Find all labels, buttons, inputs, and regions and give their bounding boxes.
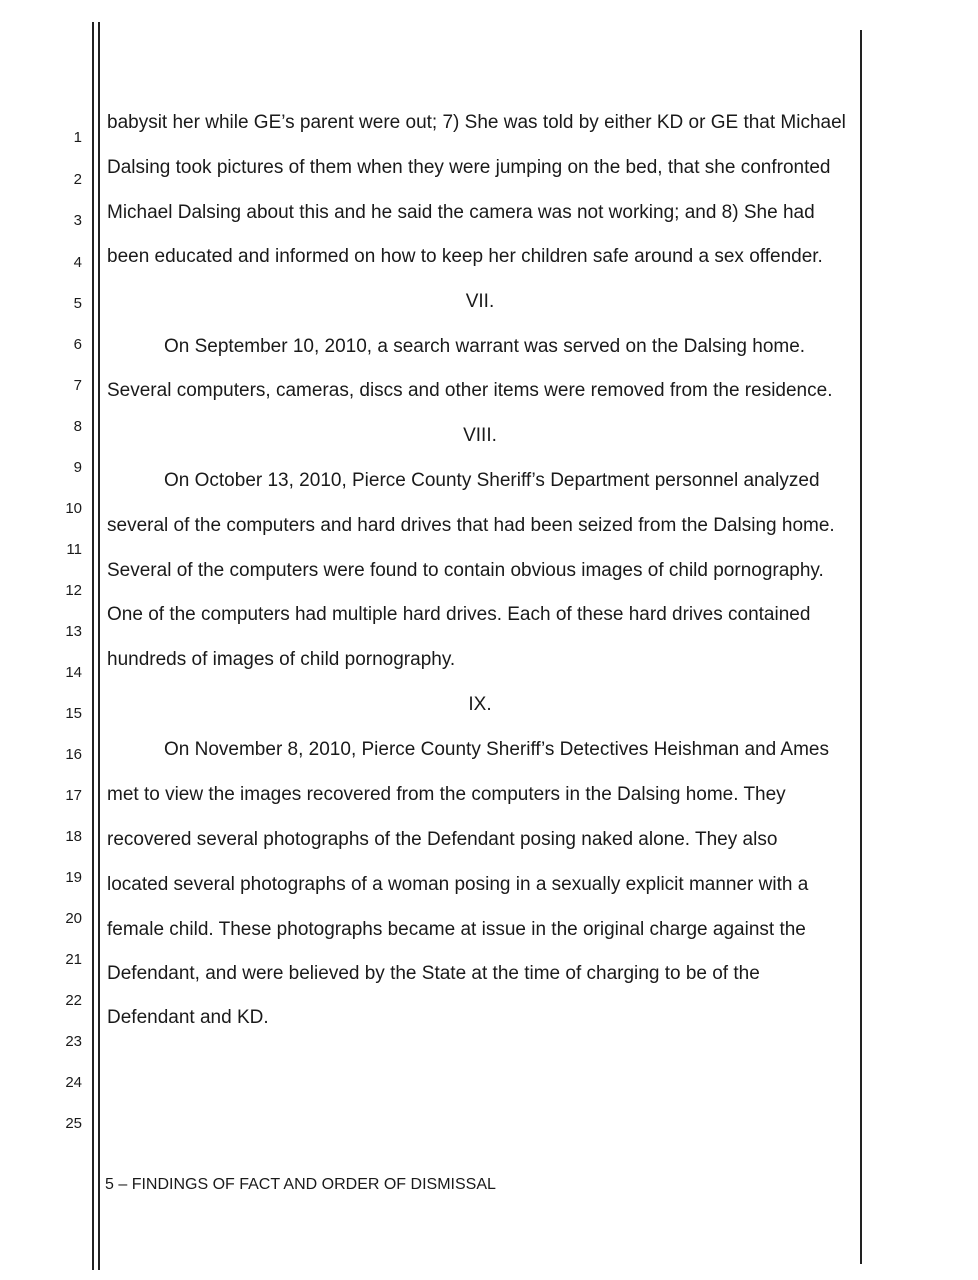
body-line: Defendant and KD. bbox=[107, 1007, 269, 1028]
body-line: On November 8, 2010, Pierce County Sheriff’s Detectives Heishman and Ames bbox=[164, 739, 829, 760]
section-heading-ix: IX. bbox=[468, 694, 492, 715]
line-number: 10 bbox=[65, 500, 82, 517]
body-line: Defendant, and were believed by the State at the time of charging to be of the bbox=[107, 963, 760, 984]
body-line: been educated and informed on how to keep her children safe around a sex offender. bbox=[107, 246, 823, 267]
left-margin-rule-inner bbox=[98, 22, 100, 1270]
body-line: On September 10, 2010, a search warrant was served on the Dalsing home. bbox=[164, 336, 806, 357]
body-line: babysit her while GE’s parent were out; 7) She was told by either KD or GE that Michael bbox=[107, 112, 846, 133]
body-line: Michael Dalsing about this and he said the camera was not working; and 8) She had bbox=[107, 202, 815, 223]
line-number: 3 bbox=[73, 212, 82, 229]
line-number: 19 bbox=[65, 869, 82, 886]
line-number: 5 bbox=[73, 295, 82, 312]
line-number: 15 bbox=[65, 705, 82, 722]
body-line: located several photographs of a woman posing in a sexually explicit manner with a bbox=[107, 874, 809, 895]
body-line: several of the computers and hard drives that had been seized from the Dalsing home. bbox=[107, 515, 835, 536]
line-number: 17 bbox=[65, 787, 82, 804]
line-number: 4 bbox=[73, 254, 82, 271]
line-number: 12 bbox=[65, 582, 82, 599]
body-line: recovered several photographs of the Defendant posing naked alone. They also bbox=[107, 829, 778, 850]
body-line: hundreds of images of child pornography. bbox=[107, 649, 456, 670]
line-number: 1 bbox=[73, 129, 82, 146]
line-number: 20 bbox=[65, 910, 82, 927]
line-number: 9 bbox=[73, 459, 82, 476]
line-number: 11 bbox=[66, 541, 82, 558]
section-heading-vii: VII. bbox=[465, 291, 495, 312]
line-number: 18 bbox=[65, 828, 82, 845]
line-number: 7 bbox=[73, 377, 82, 394]
line-number: 13 bbox=[65, 623, 82, 640]
line-number: 24 bbox=[65, 1074, 82, 1091]
line-number: 2 bbox=[73, 171, 82, 188]
page-footer: 5 – FINDINGS OF FACT AND ORDER OF DISMISSAL bbox=[105, 1176, 496, 1193]
line-number: 22 bbox=[65, 992, 82, 1009]
line-number: 8 bbox=[73, 418, 82, 435]
line-number: 6 bbox=[73, 336, 82, 353]
line-number: 16 bbox=[65, 746, 82, 763]
section-heading-viii: VIII. bbox=[463, 425, 497, 446]
left-margin-rule-outer bbox=[92, 22, 94, 1270]
line-number: 21 bbox=[65, 951, 82, 968]
line-number: 23 bbox=[65, 1033, 82, 1050]
body-line: On October 13, 2010, Pierce County Sheriff’s Department personnel analyzed bbox=[164, 470, 820, 491]
line-number: 14 bbox=[65, 664, 82, 681]
line-number: 25 bbox=[65, 1115, 82, 1132]
body-line: One of the computers had multiple hard drives. Each of these hard drives contained bbox=[107, 604, 811, 625]
right-margin-rule bbox=[860, 30, 862, 1264]
body-line: Several of the computers were found to contain obvious images of child pornography. bbox=[107, 560, 824, 581]
body-line: met to view the images recovered from the computers in the Dalsing home. They bbox=[107, 784, 786, 805]
body-line: Dalsing took pictures of them when they were jumping on the bed, that she confronted bbox=[107, 157, 831, 178]
body-line: Several computers, cameras, discs and other items were removed from the residence. bbox=[107, 380, 833, 401]
body-line: female child. These photographs became at issue in the original charge against the bbox=[107, 919, 806, 940]
